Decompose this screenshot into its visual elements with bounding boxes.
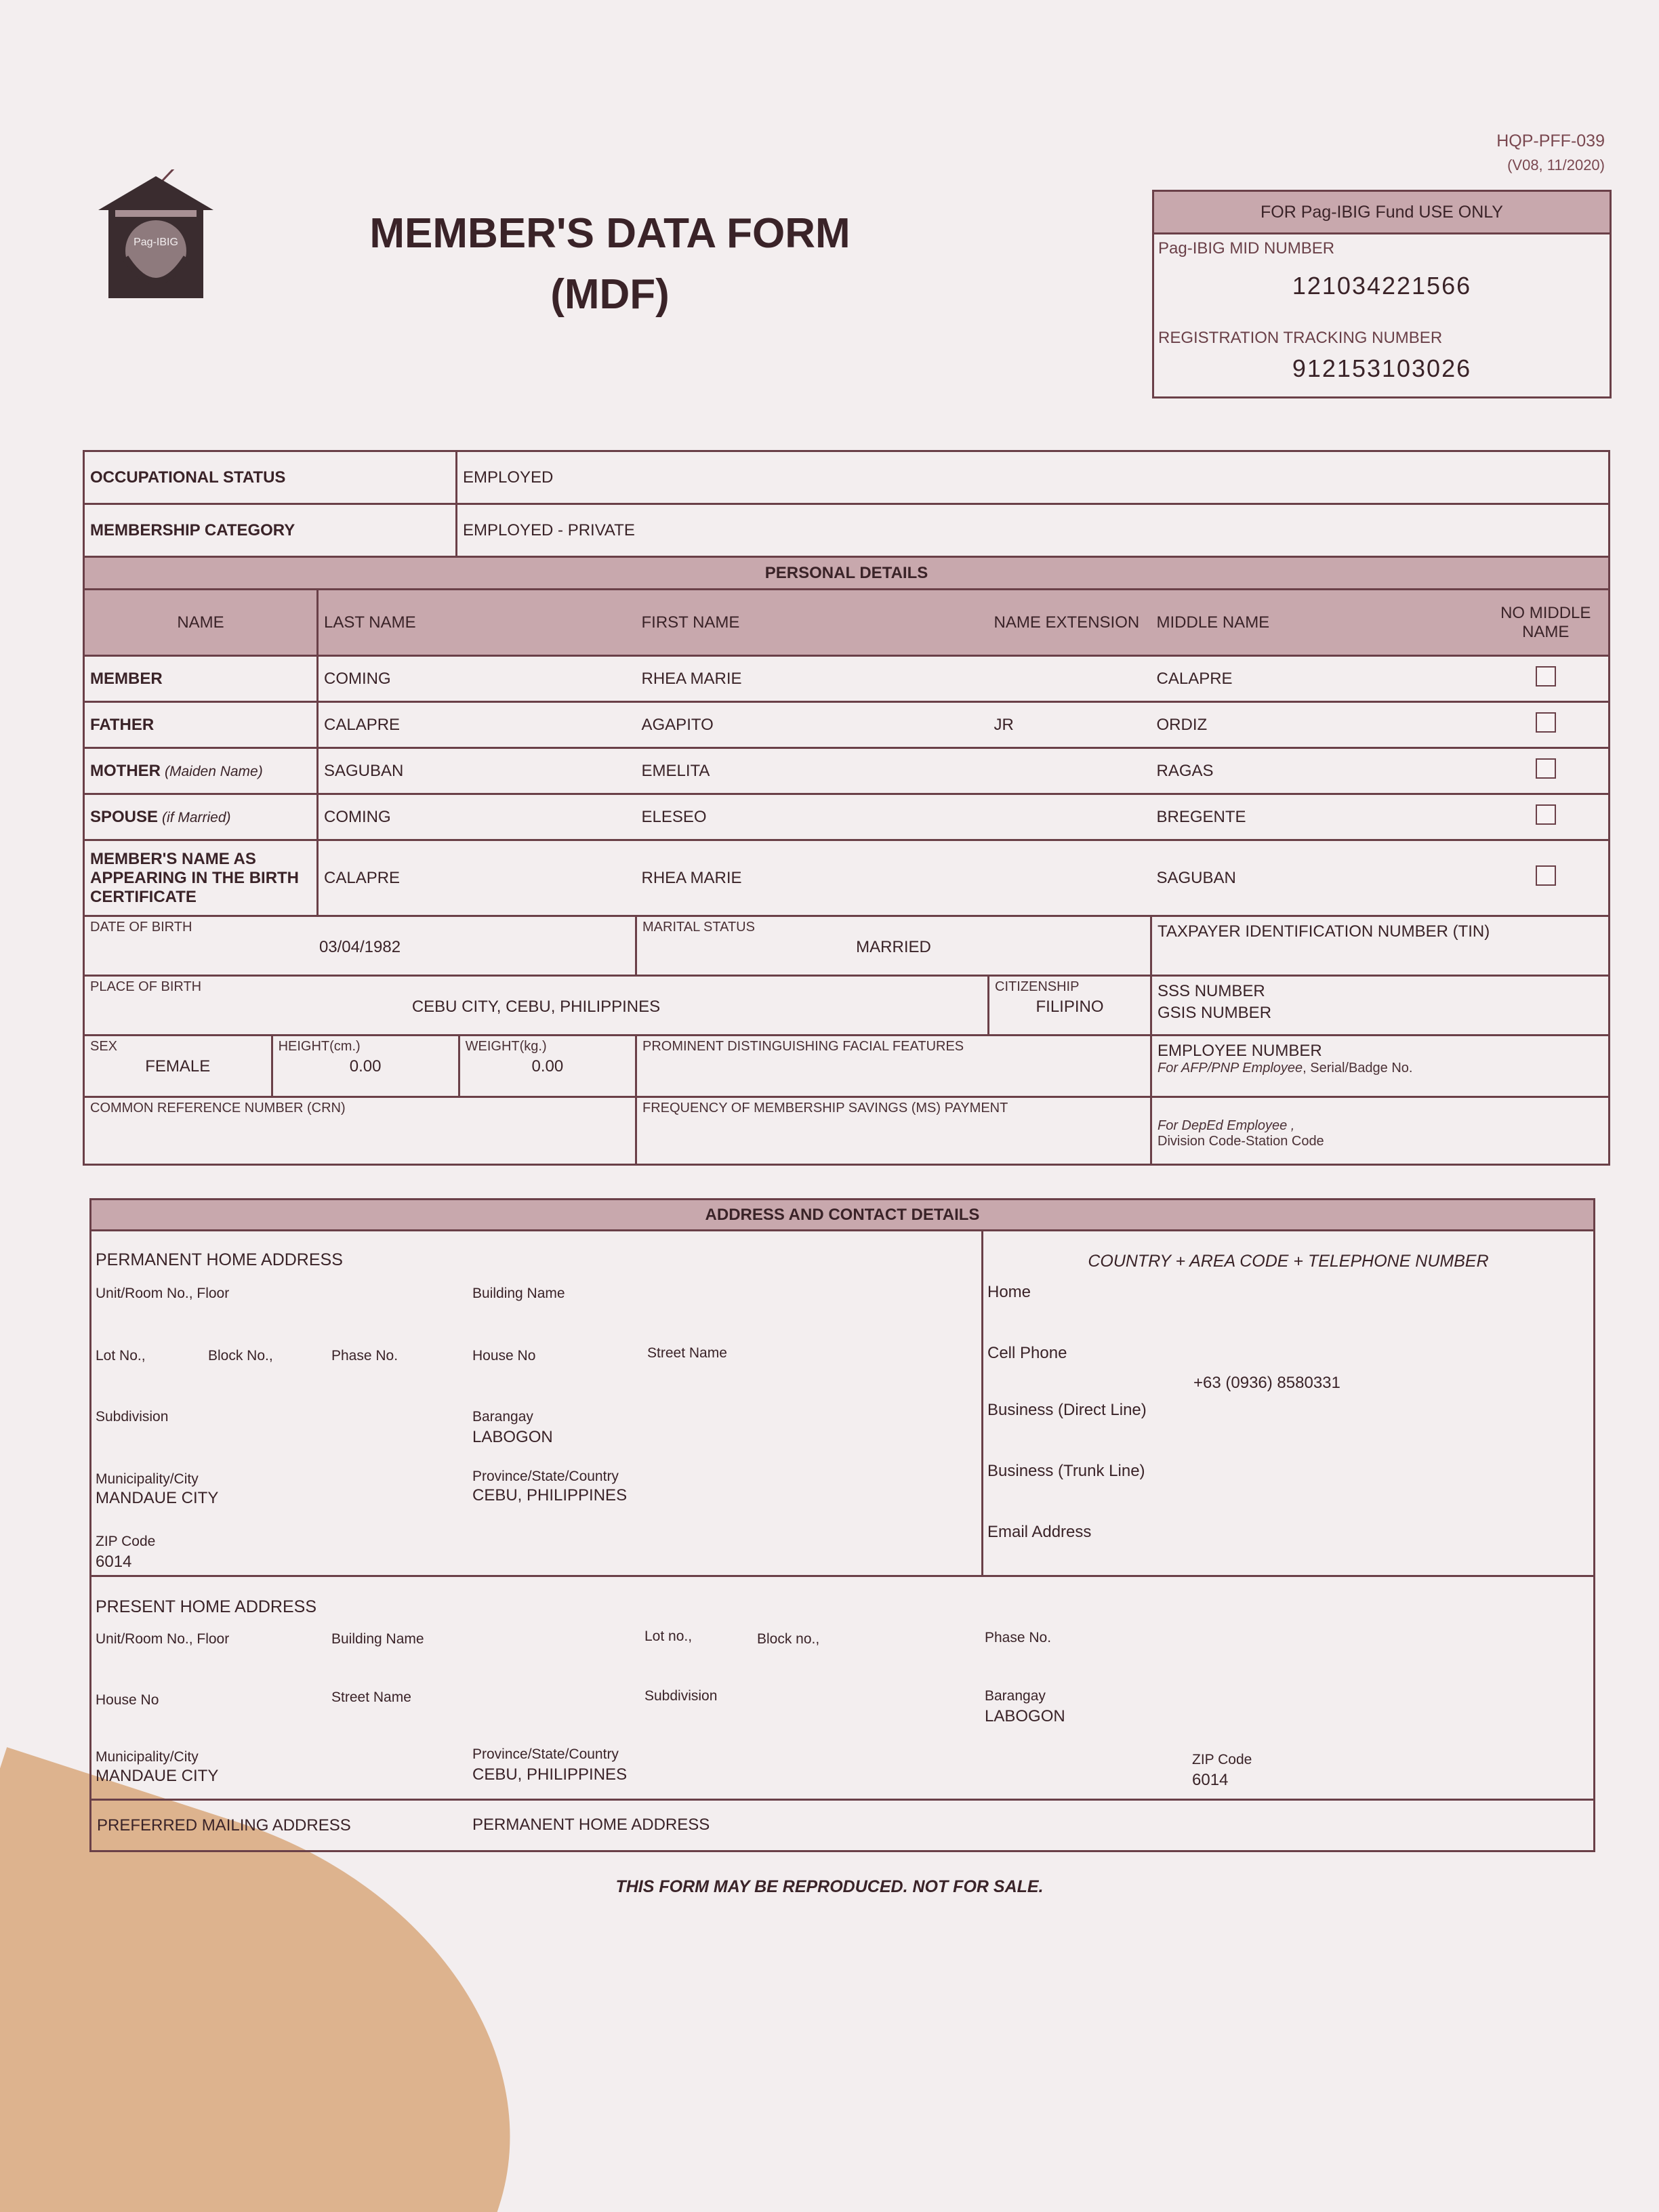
pres-house-label: House No: [96, 1692, 159, 1708]
person-name-extension: JR: [989, 702, 1151, 748]
fund-use-heading: FOR Pag-IBIG Fund USE ONLY: [1154, 192, 1610, 234]
footer-notice: THIS FORM MAY BE REPRODUCED. NOT FOR SALE.: [615, 1877, 1044, 1896]
person-no-middle-checkbox[interactable]: [1483, 656, 1610, 702]
person-row: [84, 794, 1610, 840]
afp-label: For AFP/PNP Employee: [1158, 1061, 1303, 1076]
permanent-address-title: PERMANENT HOME ADDRESS: [96, 1250, 343, 1269]
employee-number-label: EMPLOYEE NUMBER: [1158, 1042, 1322, 1060]
header-first-name: FIRST NAME: [636, 590, 989, 656]
person-name-extension: [989, 656, 1151, 702]
weight-value: 0.00: [531, 1057, 564, 1076]
dob-value: 03/04/1982: [319, 938, 401, 956]
body-stats-cell: [84, 1036, 636, 1097]
crn-label: COMMON REFERENCE NUMBER (CRN): [90, 1101, 346, 1115]
person-middle-name: CALAPRE: [1151, 656, 1483, 702]
status-table: [83, 450, 1610, 558]
person-no-middle-checkbox[interactable]: [1483, 702, 1610, 748]
height-value: 0.00: [349, 1057, 382, 1076]
pres-block-label: Block no.,: [757, 1631, 820, 1647]
marital-cell: [636, 916, 1151, 976]
marital-label: MARITAL STATUS: [642, 920, 755, 935]
form-code-block: [1496, 129, 1605, 178]
cell-phone-value: +63 (0936) 8580331: [1193, 1374, 1340, 1392]
perm-phase-label: Phase No.: [331, 1348, 398, 1364]
person-label: [84, 840, 318, 916]
mid-label: Pag-IBIG MID NUMBER: [1158, 239, 1335, 258]
person-name-extension: [989, 794, 1151, 840]
pres-municipality-label: Municipality/City: [96, 1749, 199, 1765]
pres-barangay-label: Barangay: [985, 1688, 1046, 1704]
mailing-address-label: PREFERRED MAILING ADDRESS: [97, 1816, 351, 1835]
no-middle-name-checkbox[interactable]: [1536, 712, 1556, 733]
facial-features-cell: [636, 1036, 1151, 1097]
person-label-text: SPOUSE: [90, 807, 159, 826]
mid-value: 121034221566: [1292, 272, 1472, 300]
email-label: Email Address: [987, 1523, 1092, 1541]
person-first-name: EMELITA: [636, 748, 989, 794]
pob-label: PLACE OF BIRTH: [90, 979, 202, 994]
sex-value: FEMALE: [145, 1057, 211, 1076]
gsis-label: GSIS NUMBER: [1158, 1004, 1272, 1022]
contact-cell: [983, 1231, 1595, 1576]
membership-category-label: MEMBERSHIP CATEGORY: [84, 504, 457, 557]
title-line-2: (MDF): [550, 271, 670, 318]
pres-barangay-value: LABOGON: [985, 1707, 1065, 1725]
perm-barangay-value: LABOGON: [472, 1428, 553, 1446]
sss-gsis-cell: [1151, 976, 1610, 1036]
perm-municipality-value: MANDAUE CITY: [96, 1489, 219, 1507]
crn-cell: [84, 1097, 636, 1165]
no-middle-name-checkbox[interactable]: [1536, 865, 1556, 886]
business-direct-label: Business (Direct Line): [987, 1401, 1147, 1419]
deped-suffix: Division Code-Station Code: [1158, 1134, 1324, 1149]
person-label: [84, 656, 318, 702]
weight-cell: [459, 1036, 635, 1096]
business-trunk-label: Business (Trunk Line): [987, 1462, 1145, 1480]
tin-label: TAXPAYER IDENTIFICATION NUMBER (TIN): [1158, 922, 1490, 941]
person-label-qualifier: (if Married): [162, 809, 231, 825]
person-last-name: COMING: [318, 794, 636, 840]
frequency-label: FREQUENCY OF MEMBERSHIP SAVINGS (MS) PAYMENT: [642, 1101, 1008, 1115]
person-last-name: SAGUBAN: [318, 748, 636, 794]
person-row: [84, 748, 1610, 794]
person-label-text: MEMBER'S NAME AS APPEARING IN THE BIRTH CERTIFICATE: [90, 849, 300, 906]
present-address-cell: [91, 1576, 1595, 1800]
no-middle-name-checkbox[interactable]: [1536, 666, 1556, 687]
rtn-value: 912153103026: [1292, 354, 1472, 382]
pres-zip-label: ZIP Code: [1192, 1752, 1252, 1767]
deped-label: For DepEd Employee ,: [1158, 1118, 1295, 1133]
person-no-middle-checkbox[interactable]: [1483, 840, 1610, 916]
header-name: NAME: [84, 590, 318, 656]
form-code: HQP-PFF-039: [1496, 131, 1605, 150]
person-first-name: AGAPITO: [636, 702, 989, 748]
pres-street-label: Street Name: [331, 1689, 411, 1705]
perm-lot-label: Lot No.,: [96, 1348, 146, 1364]
cell-phone-label: Cell Phone: [987, 1344, 1067, 1362]
weight-label: WEIGHT(kg.): [465, 1039, 547, 1054]
citizenship-label: CITIZENSHIP: [995, 979, 1080, 994]
person-label-text: MEMBER: [90, 669, 163, 688]
pres-lot-label: Lot no.,: [644, 1629, 693, 1644]
person-no-middle-checkbox[interactable]: [1483, 748, 1610, 794]
rtn-label: REGISTRATION TRACKING NUMBER: [1158, 329, 1443, 347]
logo-text: Pag-IBIG: [134, 237, 178, 248]
person-middle-name: RAGAS: [1151, 748, 1483, 794]
perm-province-value: CEBU, PHILIPPINES: [472, 1486, 628, 1504]
pres-municipality-value: MANDAUE CITY: [96, 1767, 219, 1785]
person-label-text: MOTHER: [90, 761, 161, 780]
deped-cell: [1151, 1097, 1610, 1165]
perm-province-label: Province/State/Country: [472, 1469, 619, 1484]
perm-house-label: House No: [472, 1348, 536, 1364]
person-first-name: RHEA MARIE: [636, 840, 989, 916]
title-line-1: MEMBER'S DATA FORM: [369, 210, 851, 257]
occupational-status-value: EMPLOYED: [457, 451, 1610, 504]
perm-barangay-label: Barangay: [472, 1409, 533, 1425]
person-last-name: CALAPRE: [318, 840, 636, 916]
no-middle-name-checkbox[interactable]: [1536, 758, 1556, 779]
person-label-qualifier: (Maiden Name): [165, 763, 263, 779]
address-section-title: ADDRESS AND CONTACT DETAILS: [91, 1200, 1595, 1231]
sex-label: SEX: [90, 1039, 118, 1054]
present-address-title: PRESENT HOME ADDRESS: [96, 1597, 317, 1616]
header-name-extension: NAME EXTENSION: [989, 590, 1151, 656]
header-last-name: LAST NAME: [318, 590, 636, 656]
perm-zip-label: ZIP Code: [96, 1534, 156, 1549]
occupational-status-label: OCCUPATIONAL STATUS: [84, 451, 457, 504]
afp-suffix: , Serial/Badge No.: [1303, 1061, 1413, 1076]
marital-value: MARRIED: [856, 938, 931, 956]
frequency-cell: [636, 1097, 1151, 1165]
person-row: [84, 656, 1610, 702]
perm-zip-value: 6014: [96, 1553, 132, 1571]
no-middle-name-checkbox[interactable]: [1536, 804, 1556, 825]
header-middle-name: MIDDLE NAME: [1151, 590, 1483, 656]
pres-province-value: CEBU, PHILIPPINES: [472, 1765, 628, 1784]
pagibig-logo: [95, 169, 217, 305]
person-label: [84, 794, 318, 840]
sss-label: SSS NUMBER: [1158, 982, 1265, 1000]
person-label: [84, 748, 318, 794]
person-middle-name: ORDIZ: [1151, 702, 1483, 748]
person-row: [84, 702, 1610, 748]
person-row: [84, 840, 1610, 916]
permanent-address-cell: [91, 1231, 983, 1576]
pres-building-label: Building Name: [331, 1631, 424, 1647]
tin-cell: [1151, 916, 1610, 976]
address-table: [89, 1198, 1595, 1852]
body-stats-table: [85, 1036, 635, 1096]
facial-features-label: PROMINENT DISTINGUISHING FACIAL FEATURES: [642, 1039, 964, 1054]
pres-phase-label: Phase No.: [985, 1630, 1052, 1645]
person-last-name: COMING: [318, 656, 636, 702]
contact-heading: COUNTRY + AREA CODE + TELEPHONE NUMBER: [1088, 1252, 1489, 1271]
person-last-name: CALAPRE: [318, 702, 636, 748]
perm-street-label: Street Name: [647, 1345, 727, 1361]
dob-label: DATE OF BIRTH: [90, 920, 192, 935]
person-first-name: ELESEO: [636, 794, 989, 840]
person-name-extension: [989, 748, 1151, 794]
membership-category-value: EMPLOYED - PRIVATE: [457, 504, 1610, 557]
person-first-name: RHEA MARIE: [636, 656, 989, 702]
pob-value: CEBU CITY, CEBU, PHILIPPINES: [411, 998, 661, 1016]
perm-block-label: Block No.,: [208, 1348, 273, 1364]
person-label-text: FATHER: [90, 715, 155, 734]
pres-province-label: Province/State/Country: [472, 1746, 619, 1762]
pob-cell: [84, 976, 989, 1036]
citizenship-value: FILIPINO: [1036, 998, 1104, 1016]
personal-details-table: [83, 556, 1610, 1166]
height-label: HEIGHT(cm.): [278, 1039, 361, 1054]
perm-subdivision-label: Subdivision: [96, 1409, 169, 1425]
mailing-address-cell: [91, 1800, 1595, 1851]
pres-zip-value: 6014: [1192, 1771, 1229, 1789]
person-no-middle-checkbox[interactable]: [1483, 794, 1610, 840]
form-title: [285, 203, 935, 325]
height-cell: [272, 1036, 459, 1096]
person-name-extension: [989, 840, 1151, 916]
fund-use-box: [1152, 190, 1612, 398]
perm-municipality-label: Municipality/City: [96, 1471, 199, 1487]
person-rows: [84, 656, 1610, 916]
pres-subdivision-label: Subdivision: [644, 1688, 718, 1704]
mailing-address-value: PERMANENT HOME ADDRESS: [472, 1816, 710, 1834]
employee-number-cell: [1151, 1036, 1610, 1097]
pres-unit-label: Unit/Room No., Floor: [96, 1631, 230, 1647]
citizenship-cell: [989, 976, 1151, 1036]
sex-cell: [85, 1036, 272, 1096]
home-phone-label: Home: [987, 1283, 1031, 1301]
person-middle-name: BREGENTE: [1151, 794, 1483, 840]
person-middle-name: SAGUBAN: [1151, 840, 1483, 916]
perm-unit-label: Unit/Room No., Floor: [96, 1286, 230, 1301]
form-version: (V08, 11/2020): [1507, 157, 1605, 173]
dob-cell: [84, 916, 636, 976]
header-no-middle-name: NO MIDDLE NAME: [1483, 590, 1610, 656]
personal-details-title: PERSONAL DETAILS: [84, 557, 1610, 590]
person-label: [84, 702, 318, 748]
perm-building-label: Building Name: [472, 1286, 565, 1301]
